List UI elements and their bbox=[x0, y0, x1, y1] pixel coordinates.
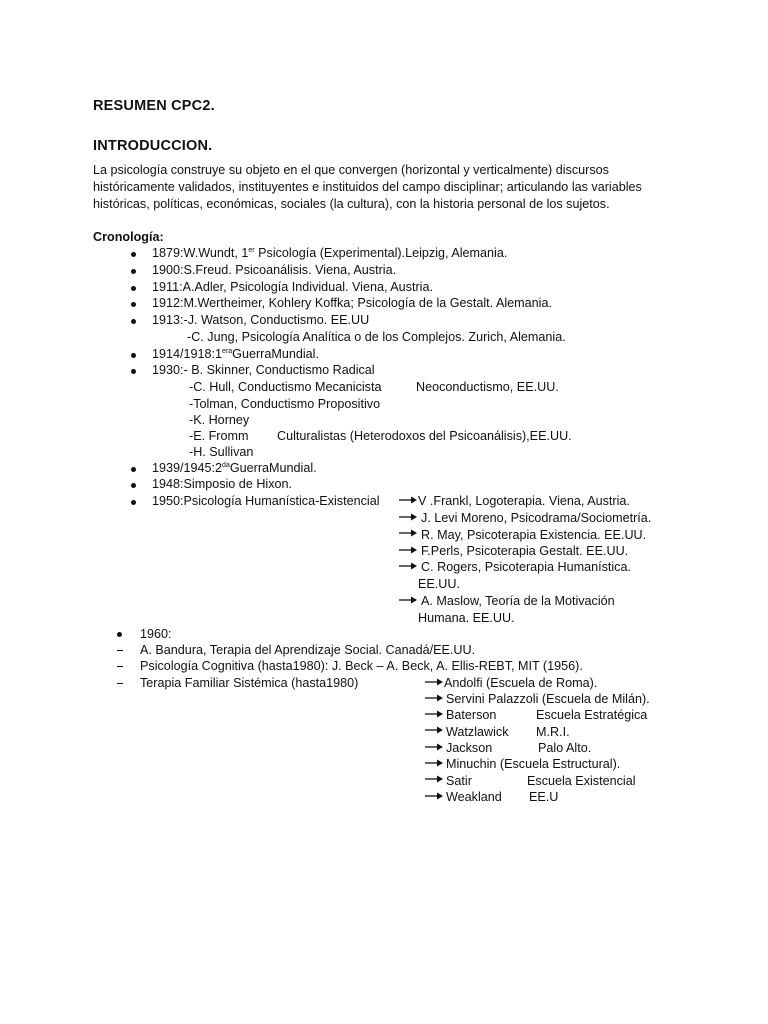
humanistic-item-cont: EE.UU. bbox=[418, 577, 460, 591]
family-item: Satir bbox=[446, 774, 472, 788]
bullet bbox=[117, 632, 122, 637]
bullet bbox=[131, 467, 136, 472]
humanistic-item: V .Frankl, Logoterapia. Viena, Austria. bbox=[418, 494, 630, 508]
humanistic-item: A. Maslow, Teoría de la Motivación bbox=[421, 594, 615, 608]
bullet bbox=[131, 369, 136, 374]
bullet bbox=[131, 269, 136, 274]
family-item: Servini Palazzoli (Escuela de Milán). bbox=[446, 692, 650, 706]
arrow-icon bbox=[398, 512, 418, 522]
chronology-item: 1913:-J. Watson, Conductismo. EE.UU bbox=[152, 313, 370, 327]
arrow-icon bbox=[424, 791, 444, 801]
chronology-subitem: -Tolman, Conductismo Propositivo bbox=[189, 397, 381, 411]
dash-marker bbox=[117, 666, 123, 667]
bullet bbox=[131, 483, 136, 488]
chronology-item: 1930:- B. Skinner, Conductismo Radical bbox=[152, 363, 375, 377]
chronology-item: 1960: bbox=[140, 627, 172, 641]
group-label: Neoconductismo, EE.UU. bbox=[416, 380, 559, 394]
humanistic-item: J. Levi Moreno, Psicodrama/Sociometría. bbox=[421, 511, 652, 525]
arrow-icon bbox=[398, 561, 418, 571]
chronology-item: $1914/1918:1^{era}GuerraMundial$. bbox=[152, 347, 319, 361]
humanistic-item-cont: Humana. EE.UU. bbox=[418, 611, 515, 625]
arrow-icon bbox=[424, 677, 444, 687]
family-note: Escuela Existencial bbox=[527, 774, 636, 788]
humanistic-item: F.Perls, Psicoterapia Gestalt. EE.UU. bbox=[421, 544, 629, 558]
intro-heading: INTRODUCCION. bbox=[93, 138, 213, 154]
bullet bbox=[131, 302, 136, 307]
chronology-subitem: -H. Sullivan bbox=[189, 445, 254, 459]
chronology-item: 1879:W.Wundt, 1er Psicología (Experimental).Leipzig, Alemania. bbox=[152, 246, 508, 260]
bullet bbox=[131, 353, 136, 358]
chronology-item: 1948:Simposio de Hixon. bbox=[152, 477, 293, 491]
chronology-subitem: -E. Fromm bbox=[189, 429, 249, 443]
family-item: Jackson bbox=[446, 741, 493, 755]
dash-item: Terapia Familiar Sistémica (hasta1980) bbox=[140, 676, 359, 690]
chronology-item: 1950:Psicología Humanística-Existencial bbox=[152, 494, 380, 508]
arrow-icon bbox=[398, 495, 418, 505]
arrow-icon bbox=[424, 709, 444, 719]
chronology-item: 1912:M.Wertheimer, Kohlery Koffka; Psicología de la Gestalt. Alemania. bbox=[152, 296, 552, 310]
family-item: Weakland bbox=[446, 790, 502, 804]
family-item: Andolfi (Escuela de Roma). bbox=[444, 676, 598, 690]
chronology-item: $1939/1945:2^{da}GuerraMundial$. bbox=[152, 461, 317, 475]
dash-item: A. Bandura, Terapia del Aprendizaje Social. Canadá/EE.UU. bbox=[140, 643, 476, 657]
family-note: M.R.I. bbox=[536, 725, 570, 739]
arrow-icon bbox=[424, 774, 444, 784]
bullet bbox=[131, 252, 136, 257]
arrow-icon bbox=[424, 758, 444, 768]
arrow-icon bbox=[398, 528, 418, 538]
chronology-item: 1900:S.Freud. Psicoanálisis. Viena, Austria. bbox=[152, 263, 397, 277]
arrow-icon bbox=[398, 545, 418, 555]
group-label: Culturalistas (Heterodoxos del Psicoanálisis),EE.UU. bbox=[277, 429, 572, 443]
family-item: Minuchin (Escuela Estructural). bbox=[446, 757, 621, 771]
chronology-subitem: -C. Hull, Conductismo Mecanicista bbox=[189, 380, 382, 394]
intro-line: históricamente validados, instituyentes e instituidos del campo disciplinar; articulando las variables bbox=[93, 180, 642, 194]
family-note: Escuela Estratégica bbox=[536, 708, 648, 722]
chronology-subitem: -K. Horney bbox=[189, 413, 250, 427]
dash-marker bbox=[117, 650, 123, 651]
family-item: Watzlawick bbox=[446, 725, 509, 739]
cronologia-label: Cronología: bbox=[93, 230, 164, 244]
chronology-subitem: -C. Jung, Psicología Analítica o de los Complejos. Zurich, Alemania. bbox=[187, 330, 566, 344]
intro-line: La psicología construye su objeto en el que convergen (horizontal y verticalmente) discursos bbox=[93, 163, 609, 177]
intro-line: históricas, políticas, económicas, sociales (la cultura), con la historia personal de los sujetos. bbox=[93, 197, 610, 211]
arrow-icon bbox=[424, 742, 444, 752]
bullet bbox=[131, 286, 136, 291]
bullet bbox=[131, 319, 136, 324]
family-note: Palo Alto. bbox=[538, 741, 592, 755]
dash-marker bbox=[117, 683, 123, 684]
humanistic-item: R. May, Psicoterapia Existencia. EE.UU. bbox=[421, 528, 647, 542]
family-note: EE.U bbox=[529, 790, 559, 804]
family-item: Baterson bbox=[446, 708, 497, 722]
document-title: RESUMEN CPC2. bbox=[93, 98, 215, 114]
arrow-icon bbox=[398, 595, 418, 605]
arrow-icon bbox=[424, 693, 444, 703]
chronology-item: 1911:A.Adler, Psicología Individual. Viena, Austria. bbox=[152, 280, 433, 294]
arrow-icon bbox=[424, 725, 444, 735]
humanistic-item: C. Rogers, Psicoterapia Humanística. bbox=[421, 560, 631, 574]
bullet bbox=[131, 500, 136, 505]
dash-item: Psicología Cognitiva (hasta1980): J. Beck – A. Beck, A. Ellis-REBT, MIT (1956). bbox=[140, 659, 583, 673]
